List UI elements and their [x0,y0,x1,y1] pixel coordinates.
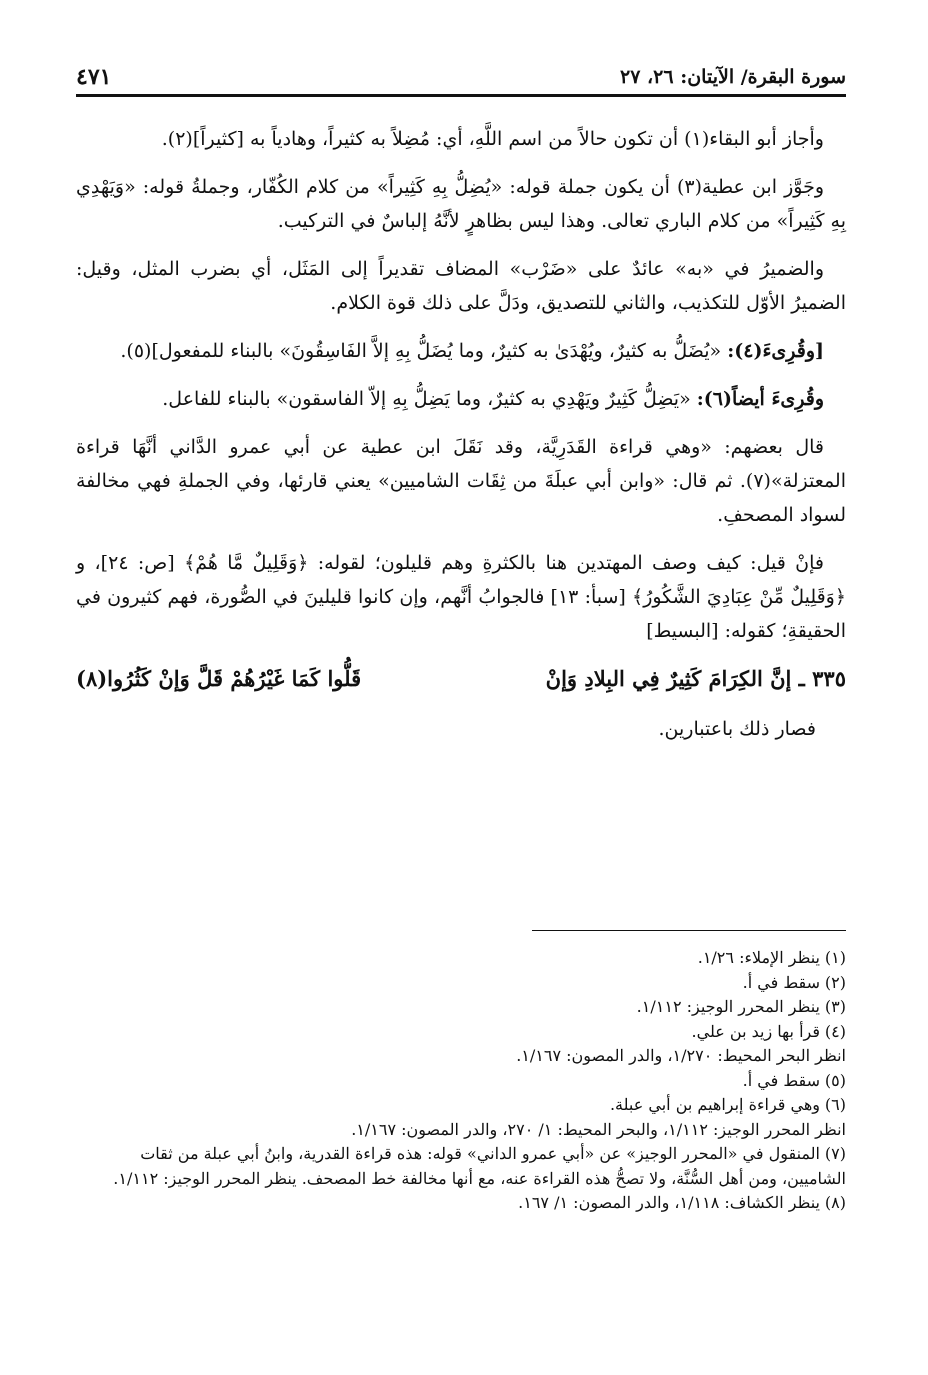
paragraph-after-verse: فصار ذلك باعتبارين. [658,718,816,740]
verse-first-hemistich: ٣٣٥ ـ إنَّ الكِرَامَ كَثِيرٌ فِي البِلادِ وَإنْ [545,666,846,691]
page-header [76,54,846,97]
footnote-4: (٤)قرأ بها زيد بن علي. [691,1021,846,1041]
paragraph: فإنْ قيل: كيف وصف المهتدين هنا بالكثرةِ وهم قليلون؛ لقوله: ﴿وَقَلِيلٌ مَّا هُمْ﴾ [ص: ٢٤]، و ﴿وَقَلِيلٌ مِّنْ عِبَادِيَ الشَّكُورُ﴾ [سبأ: ١٣] فالجوابُ أنَّهم، وإن كانوا قليلينَ في الصُّورة، فهم كثيرون في الحقيقةِ؛ كقوله: [البسيط] [76,552,846,642]
footnote-3: (٣)ينظر المحرر الوجيز: ١/١١٢. [636,997,846,1016]
poetry-verse [76,662,846,696]
footnotes [76,946,846,1216]
footnote-6: (٦)وهي قراءة إبراهيم بن أبي عبلة. [609,1095,846,1114]
main-text [76,122,846,746]
footnote-1: (١)ينظر الإملاء: ١/٢٦. [697,948,846,967]
running-title: سورة البقرة/ الآيتان: ٢٦، ٢٧ [620,66,846,88]
paragraph: والضميرُ في «به» عائدٌ على «ضَرْب» المضاف تقديراً إلى المَثَل، أي بضرب المثل، وقيل: الضميرُ الأوّل للتكذيب، والثاني للتصديق، ودَلَّ على ذلك قوة الكلام. [76,258,846,314]
page-number: ٤٧١ [76,64,112,90]
paragraph: وجَوَّز ابن عطية(٣) أن يكون جملة قوله: «يُضِلُّ بِهِ كَثِيراً» من كلام الكُفّار، وجملةُ قوله: «وَيَهْدِي بِهِ كَثِيراً» من كلام الباري تعالى. وهذا ليس بظاهرٍ لأنَّهُ إلباسٌ في التركيب. [76,176,846,232]
paragraph: وأجاز أبو البقاء(١) أن تكون حالاً من اسم اللَّهِ، أي: مُضِلاً به كثيراً، وهادياً به [كثيراً](٢). [161,128,824,150]
paragraph: قال بعضهم: «وهي قراءة القَدَرِيَّة، وقد نَقَلَ ابن عطية عن أبي عمرو الدَّاني أنَّهَا قراءة المعتزلة»(٧). ثم قال: «وابن أبي عبلَةَ من ثِقَات الشاميين» يعني قارئها، وفي الجملةِ فهي مخالفة لسواد المصحفِ. [76,436,846,526]
footnote-separator [532,930,846,931]
verse-second-hemistich: قَلُّوا كَمَا غَيْرُهُمْ قَلَّ وَإنْ كَثُرُوا(٨) [76,666,362,691]
footnote-2: (٢)سقط في أ. [742,972,846,992]
footnote-7: (٧)المنقول في «المحرر الوجيز» عن «أبي عمرو الداني» قوله: هذه قراءة القدرية، وابنُ أبي عبلة من ثقات الشاميين، ومن أهل السُّنَّة، ولا تصحُّ هذه القراءة عنه، مع أنها مخالفة خط المصحف. ينظر المحرر الوجيز: ١/١١٢. [113,1144,846,1188]
footnote-8: (٨)ينظر الكشاف: ١/١١٨، والدر المصون: ١/ ١٦٧. [518,1193,846,1212]
footnote-5: (٥)سقط في أ. [742,1070,846,1090]
footnote-6-reference: انظر المحرر الوجيز: ١/١١٢، والبحر المحيط: ١/ ٢٧٠، والدر المصون: ١/١٦٧. [351,1119,846,1139]
paragraph: وقُرِىءَ أيضاً(٦): «يَضِلُّ كَثِيرٌ ويَهْدِي به كثيرٌ، وما يَضِلُّ بِهِ إلاّ الفاسقون» بالبناء للفاعل. [162,388,824,410]
paragraph: [وقُرِىءَ(٤): «يُضَلُّ به كثيرٌ، ويُهْدَىٰ به كثيرٌ، وما يُضَلُّ بِهِ إلاَّ الفَاسِقُونَ» بالبناء للمفعول](٥). [120,340,824,362]
footnote-4-reference: انظر البحر المحيط: ١/٢٧٠، والدر المصون: ١/١٦٧. [516,1046,846,1065]
